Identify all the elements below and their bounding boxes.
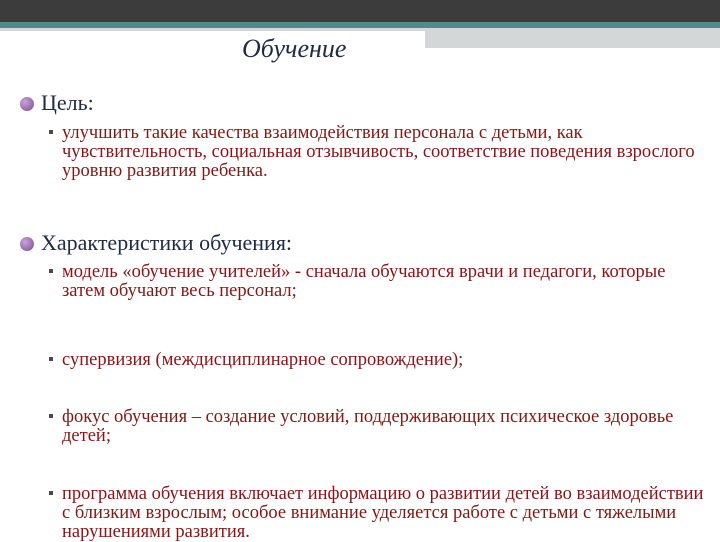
goal-heading-label: Цель: — [41, 90, 94, 115]
characteristics-bullet-3 — [49, 408, 709, 446]
characteristics-bullet-4 — [49, 485, 709, 542]
bullet-square-icon — [49, 357, 53, 361]
goal-bullet — [49, 124, 709, 181]
characteristics-bullet-text: модель «обучение учителей» - сначала обучаются врачи и педагоги, которые затем обучают весь персонал; — [62, 262, 666, 301]
characteristics-heading — [20, 230, 292, 256]
characteristics-heading-label: Характеристики обучения: — [41, 230, 293, 255]
characteristics-bullet-2 — [49, 351, 709, 370]
goal-heading — [20, 90, 94, 116]
top-bar — [0, 0, 720, 22]
goal-bullet-text: улучшить такие качества взаимодействия персонала с детьми, как чувствительность, социальная отзывчивость, соответствие поведения взрослого уровню развития ребенка. — [62, 123, 695, 181]
title-background — [0, 31, 425, 48]
bullet-circle-icon — [20, 237, 34, 251]
characteristics-bullet-text: супервизия (междисциплинарное сопровождение); — [62, 350, 464, 370]
bullet-square-icon — [49, 491, 53, 495]
characteristics-bullet-1 — [49, 263, 709, 301]
bullet-square-icon — [49, 269, 53, 273]
characteristics-bullet-text: фокус обучения – создание условий, поддерживающих психическое здоровье детей; — [62, 407, 674, 446]
slide-title: Обучение — [242, 34, 347, 63]
bullet-circle-icon — [20, 97, 34, 111]
bullet-square-icon — [49, 414, 53, 418]
characteristics-bullet-text: программа обучения включает информацию о развитии детей во взаимодействии с близким взрослым; особое внимание уделяется работе с детьми с тяжелыми нарушениями развития. — [62, 484, 704, 542]
bullet-square-icon — [49, 130, 53, 134]
